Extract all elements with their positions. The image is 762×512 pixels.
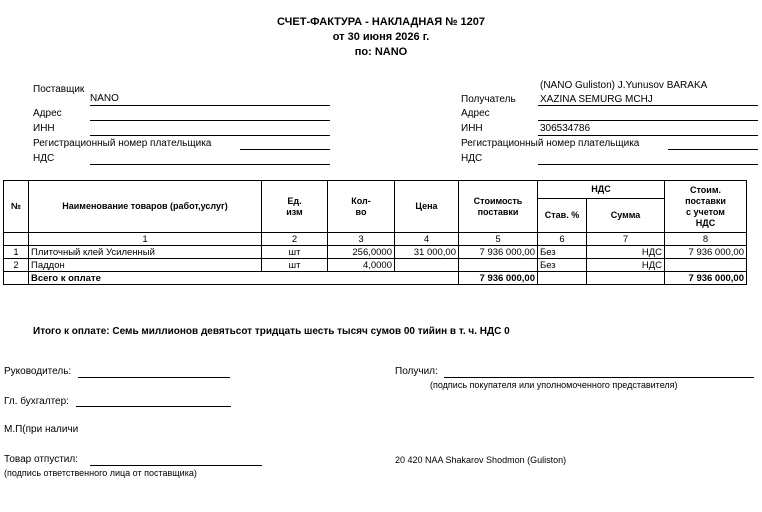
row-qty: 4,0000 bbox=[328, 259, 395, 272]
colnum-6: 6 bbox=[538, 233, 587, 246]
released-note: (подпись ответственного лица от поставщика) bbox=[4, 468, 197, 478]
row-sum: НДС bbox=[587, 259, 665, 272]
header-total-line2: поставки bbox=[685, 195, 726, 206]
total-total: 7 936 000,00 bbox=[665, 272, 747, 285]
header-price: Цена bbox=[395, 181, 459, 233]
supplier-nds-line bbox=[90, 164, 330, 165]
row-no: 2 bbox=[4, 259, 29, 272]
released-line bbox=[90, 465, 262, 466]
supplier-reg-line bbox=[240, 149, 330, 150]
recipient-name-line2: XAZINA SEMURG MCHJ bbox=[540, 94, 653, 105]
colnum-4: 4 bbox=[395, 233, 459, 246]
row-rate: Без bbox=[538, 246, 587, 259]
accountant-line bbox=[76, 406, 231, 407]
receiver-name: 20 420 NAA Shakarov Shodmon (Guliston) bbox=[395, 455, 567, 465]
supplier-name-line bbox=[90, 105, 330, 106]
header-rate: Став. % bbox=[538, 199, 587, 233]
row-name: Паддон bbox=[29, 259, 262, 272]
recipient-reg-line bbox=[668, 149, 758, 150]
recipient-inn-line bbox=[538, 135, 758, 136]
header-qty-line2: во bbox=[355, 206, 367, 217]
received-label: Получил: bbox=[395, 366, 438, 377]
recipient-label: Получатель bbox=[461, 94, 516, 105]
supplier-nds-label: НДС bbox=[33, 153, 55, 164]
row-name: Плиточный клей Усиленный bbox=[29, 246, 262, 259]
released-label: Товар отпустил: bbox=[4, 454, 78, 465]
director-line bbox=[78, 377, 230, 378]
table-row bbox=[4, 259, 747, 272]
total-empty bbox=[4, 272, 29, 285]
row-no: 1 bbox=[4, 246, 29, 259]
row-unit: шт bbox=[262, 259, 328, 272]
header-total bbox=[665, 181, 747, 233]
header-name: Наименование товаров (работ,услуг) bbox=[29, 181, 262, 233]
accountant-label: Гл. бухгалтер: bbox=[4, 396, 69, 407]
recipient-inn: 306534786 bbox=[540, 123, 591, 134]
received-note: (подпись покупателя или уполномоченного представителя) bbox=[430, 380, 678, 390]
recipient-name-line1: (NANO Guliston) J.Yunusov BARAKA bbox=[540, 80, 708, 91]
row-price bbox=[395, 259, 459, 272]
supplier-inn-label: ИНН bbox=[33, 123, 55, 134]
header-nds: НДС bbox=[538, 181, 665, 199]
row-cost: 7 936 000,00 bbox=[459, 246, 538, 259]
row-rate: Без bbox=[538, 259, 587, 272]
header-unit-line1: Ед. bbox=[287, 195, 302, 206]
total-row bbox=[4, 272, 747, 285]
header-total-line3: с учетом bbox=[686, 206, 725, 217]
recipient-name-line bbox=[538, 105, 758, 106]
supplier-address-label: Адрес bbox=[33, 108, 62, 119]
header-sum: Сумма bbox=[587, 199, 665, 233]
recipient-nds-line bbox=[538, 164, 758, 165]
director-label: Руководитель: bbox=[4, 366, 72, 377]
colnum-3: 3 bbox=[328, 233, 395, 246]
row-qty: 256,0000 bbox=[328, 246, 395, 259]
row-price: 31 000,00 bbox=[395, 246, 459, 259]
header-unit bbox=[262, 181, 328, 233]
recipient-reg-label: Регистрационный номер плательщика bbox=[461, 138, 640, 149]
header-cost-line2: поставки bbox=[477, 206, 519, 217]
colnum-1: 1 bbox=[29, 233, 262, 246]
items-table bbox=[3, 180, 747, 285]
supplier-reg-label: Регистрационный номер плательщика bbox=[33, 138, 212, 149]
row-sum: НДС bbox=[587, 246, 665, 259]
header-qty-line1: Кол- bbox=[351, 195, 371, 206]
colnum-7: 7 bbox=[587, 233, 665, 246]
colnum-2: 2 bbox=[262, 233, 328, 246]
supplier-name: NANO bbox=[90, 93, 119, 104]
total-sum-empty bbox=[587, 272, 665, 285]
header-no: № bbox=[4, 181, 29, 233]
row-cost bbox=[459, 259, 538, 272]
supplier-label: Поставщик bbox=[33, 84, 85, 95]
row-unit: шт bbox=[262, 246, 328, 259]
header-total-line1: Стоим. bbox=[690, 184, 721, 195]
colnum-8: 8 bbox=[665, 233, 747, 246]
row-total bbox=[665, 259, 747, 272]
recipient-inn-label: ИНН bbox=[461, 123, 483, 134]
recipient-nds-label: НДС bbox=[461, 153, 483, 164]
recipient-address-label: Адрес bbox=[461, 108, 490, 119]
header-unit-line2: изм bbox=[286, 206, 303, 217]
supplier-address-line bbox=[90, 120, 330, 121]
document-date: от 30 июня 2026 г. bbox=[332, 31, 430, 43]
recipient-address-line bbox=[538, 120, 758, 121]
header-cost bbox=[459, 181, 538, 233]
table-row bbox=[4, 246, 747, 259]
summary-text: Итого к оплате: Семь миллионов девятьсот тридцать шесть тысяч сумов 00 тийин в т. ч. НДС 0 bbox=[33, 326, 510, 337]
header-qty bbox=[328, 181, 395, 233]
document-title: СЧЕТ-ФАКТУРА - НАКЛАДНАЯ № 1207 bbox=[277, 16, 485, 28]
total-rate-empty bbox=[538, 272, 587, 285]
total-cost: 7 936 000,00 bbox=[459, 272, 538, 285]
document-to: по: NANO bbox=[354, 46, 408, 58]
received-line bbox=[444, 377, 754, 378]
colnum-0 bbox=[4, 233, 29, 246]
row-total: 7 936 000,00 bbox=[665, 246, 747, 259]
total-label: Всего к оплате bbox=[29, 272, 459, 285]
supplier-inn-line bbox=[90, 135, 330, 136]
header-cost-line1: Стоимость bbox=[473, 195, 523, 206]
header-total-line4: НДС bbox=[695, 217, 716, 228]
stamp-label: М.П(при наличи bbox=[4, 424, 79, 435]
colnum-5: 5 bbox=[459, 233, 538, 246]
